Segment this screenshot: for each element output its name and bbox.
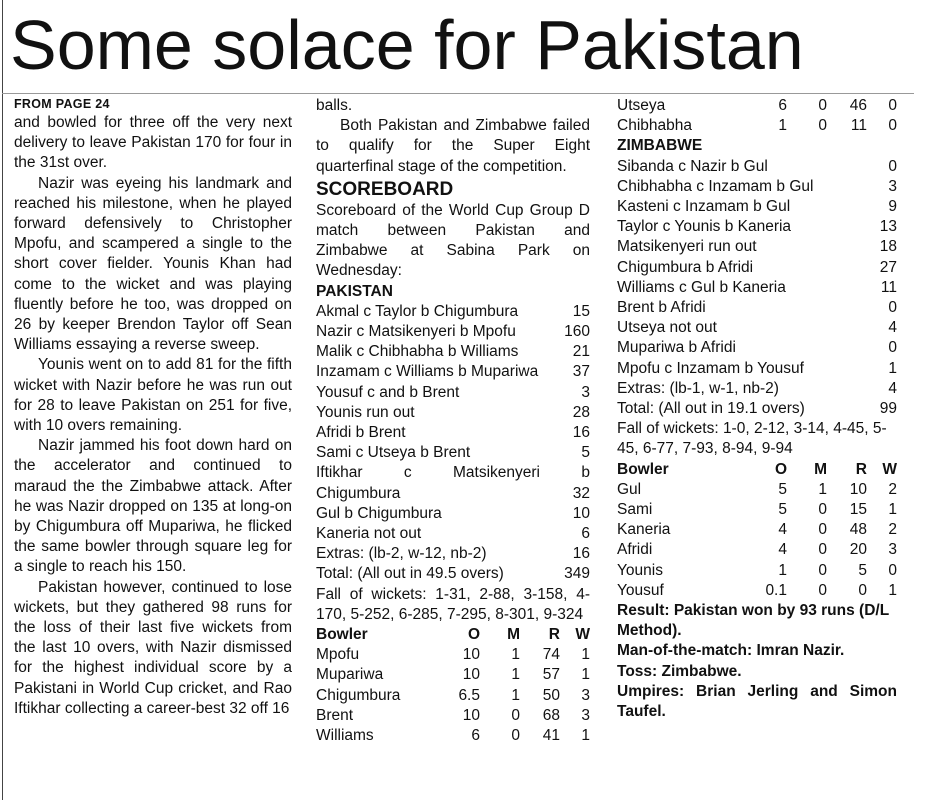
batter-name: Chigumbura xyxy=(316,484,401,502)
wickets: 3 xyxy=(581,686,590,704)
overs: 10 xyxy=(462,666,480,684)
batter-runs: 37 xyxy=(572,363,590,381)
batter-name: Utseya not out xyxy=(617,319,717,337)
article-column-1 xyxy=(14,96,292,719)
runs-conceded: 41 xyxy=(542,727,560,745)
batting-row xyxy=(316,342,590,362)
batting-row xyxy=(617,359,897,379)
pakistan-batting-tail xyxy=(316,504,590,585)
bowler-name: Kaneria xyxy=(617,521,671,539)
batter-runs: 0 xyxy=(888,157,897,175)
fall-of-wickets: Fall of wickets: 1-31, 2-88, 3-158, 4-170, 5-252, 6-285, 7-295, 8-301, 9-324 xyxy=(316,585,590,623)
toss: Toss: Zimbabwe. xyxy=(617,662,742,680)
batting-row xyxy=(316,383,590,403)
maidens: 0 xyxy=(511,706,520,724)
batting-row xyxy=(316,564,590,584)
runs-conceded: 11 xyxy=(850,117,867,135)
batter-name: Total: (All out in 49.5 overs) xyxy=(316,565,504,583)
scoreboard-title: SCOREBOARD xyxy=(316,178,454,200)
batter-runs: 15 xyxy=(572,302,590,320)
bowling-row xyxy=(316,665,590,685)
overs: 6 xyxy=(778,97,787,114)
overs: 1 xyxy=(778,561,787,579)
batting-row xyxy=(617,338,897,358)
runs-conceded: 15 xyxy=(849,501,867,519)
bowling-row xyxy=(617,581,897,601)
batter-name: Inzamam c Williams b Mupariwa xyxy=(316,363,539,381)
man-of-the-match: Man-of-the-match: Imran Nazir. xyxy=(617,642,845,660)
bowling-continuation xyxy=(617,96,897,136)
batter-name: Sibanda c Nazir b Gul xyxy=(617,157,768,175)
article-column-3 xyxy=(617,96,897,722)
batting-row xyxy=(617,157,897,177)
batter-name: Extras: (lb-2, w-12, nb-2) xyxy=(316,545,487,563)
batter-runs: 16 xyxy=(572,545,590,563)
batter-runs: 9 xyxy=(888,198,897,216)
maidens: M xyxy=(814,460,827,478)
batting-line-iftikhar: Iftikhar c Matsikenyeri b xyxy=(316,464,590,482)
batter-name: Nazir c Matsikenyeri b Mpofu xyxy=(316,323,516,341)
batter-runs: 3 xyxy=(888,177,897,195)
batter-name: Total: (All out in 19.1 overs) xyxy=(617,400,805,418)
umpires: Umpires: Brian Jerling and Simon Taufel. xyxy=(617,682,897,721)
bowling-header xyxy=(316,625,590,645)
batter-name: Williams c Gul b Kaneria xyxy=(617,278,786,296)
bowler-header: Bowler xyxy=(617,460,669,478)
bowler-name: Mpofu xyxy=(316,646,360,664)
batter-runs: 0 xyxy=(888,299,897,317)
overs: 4 xyxy=(778,541,787,559)
batting-row xyxy=(617,197,897,217)
article-paragraph: Younis went on to add 81 for the fifth wicket with Nazir before he was run out for 28 to leave Pakistan on 251 for five, with 10 overs remaining. xyxy=(14,356,292,435)
batter-name: Brent b Afridi xyxy=(617,299,706,317)
wickets: 1 xyxy=(581,666,590,684)
bowler-name: Yousuf xyxy=(617,581,664,599)
runs-conceded: 68 xyxy=(542,706,560,724)
runs-conceded: R xyxy=(548,626,560,644)
bowler-name: Chigumbura xyxy=(316,686,401,704)
maidens: 0 xyxy=(818,581,827,599)
runs-conceded: 5 xyxy=(858,561,867,579)
batter-name: Sami c Utseya b Brent xyxy=(316,444,471,462)
batting-row xyxy=(617,298,897,318)
batter-runs: 28 xyxy=(572,403,590,421)
maidens: 0 xyxy=(818,117,827,135)
bowler-name: Younis xyxy=(617,561,663,579)
batter-name: Kaneria not out xyxy=(316,525,422,543)
maidens: 0 xyxy=(818,561,827,579)
maidens: 0 xyxy=(818,97,827,114)
zimbabwe-bowling-table xyxy=(316,625,590,746)
runs-conceded: 46 xyxy=(849,97,867,114)
bowling-header xyxy=(617,460,897,480)
batting-row xyxy=(617,399,897,419)
wickets: 3 xyxy=(581,706,590,724)
batter-name: Matsikenyeri run out xyxy=(617,238,757,256)
overs: 6 xyxy=(471,727,480,745)
overs: 10 xyxy=(462,646,480,664)
batting-row xyxy=(316,484,590,504)
wickets: 1 xyxy=(581,646,590,664)
batting-row xyxy=(316,423,590,443)
team-heading-zimbabwe: ZIMBABWE xyxy=(617,137,703,155)
overs: 1 xyxy=(778,117,787,135)
batter-name: Akmal c Taylor b Chigumbura xyxy=(316,302,519,320)
wickets: 0 xyxy=(888,97,897,114)
batter-name: Afridi b Brent xyxy=(316,424,406,442)
runs-conceded: 74 xyxy=(542,646,560,664)
batting-row xyxy=(316,443,590,463)
maidens: M xyxy=(507,626,520,644)
maidens: 0 xyxy=(818,541,827,559)
headline-rule xyxy=(2,93,914,94)
column-rule xyxy=(2,0,3,800)
wickets: 2 xyxy=(888,521,897,539)
batting-row xyxy=(316,504,590,524)
article-paragraph: and bowled for three off the very next delivery to leave Pakistan 170 for four in the 31st over. xyxy=(14,114,292,172)
batting-row xyxy=(617,217,897,237)
bowler-header: Bowler xyxy=(316,626,368,644)
overs: 10 xyxy=(462,706,480,724)
fall-of-wickets: Fall of wickets: 1-0, 2-12, 3-14, 4-45, 5-45, 6-77, 7-93, 8-94, 9-94 xyxy=(617,420,887,458)
runs-conceded: 0 xyxy=(858,581,867,599)
wickets: W xyxy=(882,460,897,478)
batting-row xyxy=(617,278,897,298)
article-column-2 xyxy=(316,96,590,746)
batting-row xyxy=(316,302,590,322)
runs-conceded: 10 xyxy=(849,480,867,498)
bowler-name: Williams xyxy=(316,727,374,745)
batting-row xyxy=(316,544,590,564)
batter-name: Kasteni c Inzamam b Gul xyxy=(617,198,791,216)
runs-conceded: R xyxy=(855,460,867,478)
batter-name: Chibhabha c Inzamam b Gul xyxy=(617,177,814,195)
wickets: 2 xyxy=(888,480,897,498)
bowler-name: Chibhabha xyxy=(617,117,692,135)
bowling-row xyxy=(316,706,590,726)
article-paragraph: Pakistan however, continued to lose wickets, but they gathered 98 runs for the loss of their last five wickets from the last 10 overs, with Nazir dismissed for the highest individual score by a Pakistani in World Cup cricket, and Rao Iftikhar collecting a career-best 32 off 16 xyxy=(14,578,292,717)
batting-row xyxy=(617,318,897,338)
bowling-row xyxy=(617,561,897,581)
overs: 5 xyxy=(778,480,787,498)
batter-runs: 1 xyxy=(888,359,897,377)
kicker: FROM PAGE 24 xyxy=(14,97,110,111)
zimbabwe-batting xyxy=(617,157,897,420)
bowler-name: Mupariwa xyxy=(316,666,384,684)
batter-runs: 349 xyxy=(564,565,590,583)
runs-conceded: 57 xyxy=(542,666,560,684)
batter-runs: 18 xyxy=(879,238,897,256)
match-result: Result: Pakistan won by 93 runs (D/L Method). xyxy=(617,602,889,640)
batting-row xyxy=(316,403,590,423)
wickets: 0 xyxy=(888,117,897,135)
headline: Some solace for Pakistan xyxy=(10,6,804,84)
batter-runs: 6 xyxy=(581,525,590,543)
wickets: W xyxy=(575,626,590,644)
wickets: 1 xyxy=(888,581,897,599)
overs: 4 xyxy=(778,521,787,539)
runs-conceded: 50 xyxy=(542,686,560,704)
bowling-row xyxy=(617,500,897,520)
batter-runs: 99 xyxy=(879,400,897,418)
article-paragraph: Nazir jammed his foot down hard on the accelerator and continued to maraud the the Zimbabwe attack. After he was Nazir dropped on 135 at long-on by Chigumbura off Mupariwa, he flicked the same bowler through square leg for a single to reach his 150. xyxy=(14,437,292,576)
batter-runs: 160 xyxy=(564,323,590,341)
maidens: 1 xyxy=(818,480,827,498)
maidens: 0 xyxy=(818,501,827,519)
batting-row xyxy=(316,362,590,382)
bowler-name: Brent xyxy=(316,706,354,724)
batter-name: Younis run out xyxy=(316,403,415,421)
maidens: 0 xyxy=(511,727,520,745)
bowling-row xyxy=(316,726,590,746)
bowling-row xyxy=(617,116,897,136)
batter-name: Mpofu c Inzamam b Yousuf xyxy=(617,359,804,377)
bowling-row xyxy=(617,480,897,500)
bowler-name: Utseya xyxy=(617,97,666,114)
batter-name: Yousuf c and b Brent xyxy=(316,383,460,401)
bowling-row xyxy=(316,686,590,706)
batter-name: Extras: (lb-1, w-1, nb-2) xyxy=(617,379,779,397)
batter-name: Malik c Chibhabha b Williams xyxy=(316,343,519,361)
batter-name: Gul b Chigumbura xyxy=(316,504,442,522)
batting-row xyxy=(617,177,897,197)
batter-runs: 32 xyxy=(572,484,590,502)
batter-name: Taylor c Younis b Kaneria xyxy=(617,218,792,236)
article-continuation: balls. xyxy=(316,97,353,114)
batter-name: Chigumbura b Afridi xyxy=(617,258,754,276)
overs: O xyxy=(467,626,480,644)
overs: 6.5 xyxy=(458,686,480,704)
wickets: 1 xyxy=(888,501,897,519)
batter-runs: 11 xyxy=(880,278,897,296)
bowler-name: Afridi xyxy=(617,541,653,559)
wickets: 1 xyxy=(581,727,590,745)
maidens: 1 xyxy=(511,646,520,664)
batter-runs: 4 xyxy=(888,379,897,397)
batter-runs: 4 xyxy=(888,319,897,337)
bowling-row xyxy=(316,645,590,665)
bowling-row xyxy=(617,520,897,540)
batter-runs: 5 xyxy=(581,444,590,462)
pakistan-bowling-table xyxy=(617,460,897,601)
maidens: 1 xyxy=(511,666,520,684)
scoreboard-intro: Scoreboard of the World Cup Group D match between Pakistan and Zimbabwe at Sabina Park on Wednesday: xyxy=(316,201,590,280)
bowler-name: Sami xyxy=(617,501,653,519)
batter-runs: 10 xyxy=(572,504,590,522)
batting-row xyxy=(316,524,590,544)
article-paragraph: Nazir was eyeing his landmark and reached his milestone, when he played forward defensively to Christopher Mpofu, and scampered a single to the short cover fielder. Younis Khan had come to the wicket and was playing fluently before he too, was dropped on 26 by keeper Brendon Taylor off Sean Williams essaying a reverse sweep. xyxy=(14,174,292,354)
article-paragraph: Both Pakistan and Zimbabwe failed to qualify for the Super Eight quarterfinal stage of the competition. xyxy=(316,117,590,175)
runs-conceded: 48 xyxy=(849,521,867,539)
maidens: 0 xyxy=(818,521,827,539)
batting-row xyxy=(316,322,590,342)
batting-row xyxy=(617,258,897,278)
batter-name: Mupariwa b Afridi xyxy=(617,339,736,357)
pakistan-batting xyxy=(316,302,590,464)
bowling-row xyxy=(617,540,897,560)
batter-runs: 13 xyxy=(879,218,897,236)
wickets: 3 xyxy=(888,541,897,559)
maidens: 1 xyxy=(511,686,520,704)
batter-runs: 16 xyxy=(572,424,590,442)
batter-runs: 3 xyxy=(581,383,590,401)
batter-runs: 0 xyxy=(888,339,897,357)
runs-conceded: 20 xyxy=(849,541,867,559)
overs: 5 xyxy=(778,501,787,519)
overs: 0.1 xyxy=(765,581,787,599)
wickets: 0 xyxy=(888,561,897,579)
overs: O xyxy=(774,460,787,478)
batter-runs: 21 xyxy=(572,343,590,361)
batting-row xyxy=(617,237,897,257)
bowler-name: Gul xyxy=(617,480,642,498)
batting-row xyxy=(617,379,897,399)
batter-runs: 27 xyxy=(879,258,897,276)
bowling-row xyxy=(617,96,897,116)
team-heading-pakistan: PAKISTAN xyxy=(316,282,393,300)
